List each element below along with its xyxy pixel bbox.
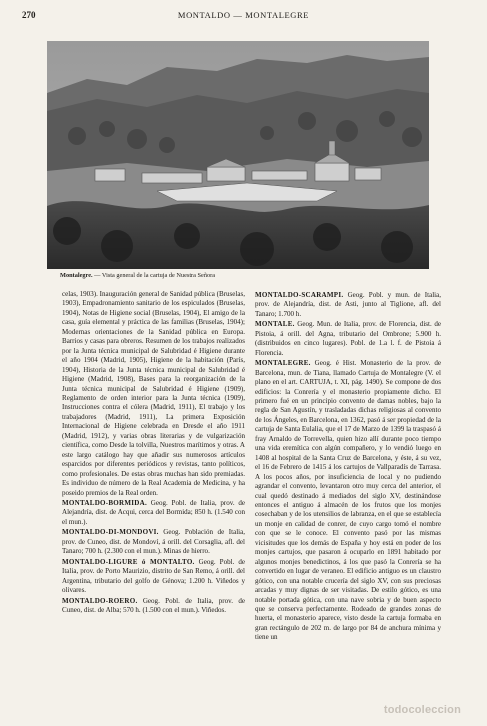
entry-montale — [255, 320, 441, 358]
caption-place: Montalegre. — [60, 272, 93, 279]
figure-caption — [60, 272, 420, 279]
entry-montalegre — [255, 359, 441, 643]
running-head: MONTALDO — MONTALEGRE — [177, 10, 310, 20]
right-column — [255, 290, 441, 643]
monastery-photo — [47, 41, 429, 269]
caption-text: — Vista general de la cartuja de Nuestra Señora — [92, 272, 216, 279]
entry-headword: MONTALDO-LIGURE ó MONTALTO. — [62, 557, 195, 566]
entry-text: Geog. Mun. de Italia, prov. de Florencia, dist. de Pistoia, á orill. del Agna, tributario del Ombrone; 5.900 h. (distribuidos en cinco lugares). Pobl. de 1.a l. f. de Pistoia á Florencia. — [255, 320, 441, 357]
entry-headword: MONTALDO-DI-MONDOVI. — [62, 528, 159, 537]
watermark-text: todocoleccion — [383, 704, 461, 716]
left-column — [62, 290, 245, 615]
entry-text: Geog. Población de Italia, prov. de Cuneo, dist. de Mondoví, á orill. del Corsaglia, afl. del Tanaro; 700 h. (2.300 con el mun.). Minas de hierro. — [62, 528, 245, 556]
entry-text: Geog. Pobl. de Italia, prov. de Cuneo, dist. de Alba; 570 h. (1.500 con el mun.). Viñedos. — [62, 596, 245, 614]
entry-headword: MONTALEGRE. — [255, 359, 311, 368]
entry-montaldo-ligure — [62, 558, 245, 596]
entry-montaldo-di-mondovi — [62, 528, 245, 556]
entry-headword: MONTALDO-SCARAMPI. — [255, 291, 344, 299]
entry-text: Geog. Pobl. de Italia, prov. de Porto Maurizio, distrito de San Remo, á orill. del Argentina, tributario del golfo de Génova; 1.200 h. Viñedos y olivares. — [62, 557, 246, 595]
entry-text: Geog. é Hist. Monasterio de la prov. de Barcelona, mun. de Tiana, llamado Cartuja de Montalegre (V. el plano en el art. CARTUJA, t. XI, pág. 1490). Se compone de dos edificios: la Conrería y el monasterio propiamente dicho. El primero fué en un principio convento de damas nobles, bajo la regla de San Agustín, y trasladadas dichas religiosas al convento de los Ángeles, en Barcelona, en 1362, pasó á ser propiedad de la cartuja de Santa Eulalia, que el 17 de Marzo de 1399 la traspasó á fray Arnaldo de Torrevella, quien hizo allí durante poco tiempo una vida eremítica con algún compañero, y lo vendió luego en 1408 al hospital de la Santa Cruz de Barcelona, y éste, á su vez, el 16 de Febrero de 1415 á los cartujos de Vallparadís de Tarrasa. A los pocos años, por insuficiencia de local y no pudiendo agrandar el convento, levantaron otro muy cerca del anterior, el cual quedó destinado á mediados del siglo XV, destinándose entonces el antiguo á almacén de los frutos que los monjes cosechaban y de los utensilios de labranza, en el que se establecía un monje en calidad de conrer, de cuyo cargo tomó el nombre con que se le conoce. El convento pasó por las mismas vicisitudes que los demás de España y hoy está en poder de los monjes cartujos, que pasaron á ocuparlo en 1891 habitado por algunos monjes benedictinos, á los que pasó la Conrería se ha convertido en lugar de veraneo. El edificio antiguo es un claustro gótico, con una notable crucería del siglo XV, con sus preciosas arcadas y muy dignas de ser visitadas. De estilo gótico, es una notable portada gótica, con una nave sobria y de buen aspecto que se conserva perfectamente. Rodeado de grandes zonas de huerta, el monasterio aparece, visto desde la cartuja formaba en gran rectángulo de 202 m. de largo por 84 de anchura mínima y tiene un — [255, 359, 441, 642]
entry-montaldo-roero — [62, 597, 245, 616]
page-number: 270 — [22, 10, 36, 20]
entry-montaldo-bormida — [62, 499, 245, 527]
entry-montaldo-scarampi — [255, 291, 441, 319]
entry-headword: MONTALDO-BORMIDA. — [62, 498, 147, 507]
entry-text: Geog. Pobl. de Italia, prov. de Alejandría, dist. de Acqui, cerca del Bormida; 850 h. (1.540 con el mun.). — [62, 498, 246, 526]
continuation-text: celas, 1903). Inauguración general de Sanidad pública (Bruselas, 1903), Empadronamiento sanitario de los espiculados (Bruselas, 1904), Notas de Higiene social (Bruselas, 1904), El amigo de la casa, guía elemental y práctica de las familias (Bruselas, 1904); Modernas orientaciones de la Sanidad pública en Europa. Barrios y casas para obreros. Resumen de los trabajos realizados por la Junta técnica municipal de Salubridad é Higiene durante el año 1904 (Madrid, 1905), Higiene de la habitación (París, 1904), Historia de la Junta técnica municipal de Salubridad é Higiene (Madrid, 1908), Bases para la reorganización de la Junta técnica municipal de Salubridad é Higiene (1909), Reglamento de orden interior para la Junta técnica (1909), Instrucciones contra el cólera (Madrid, 1911), El trabajo y los trabajadores (Madrid, 1911), La primera Exposición Internacional de Higiene celebrada en Dresde el año 1911 (Madrid, 1912), y varias obras literarias y de vulgarización científica, como Desde la tolvilla, Nuestros marítimos y otras. A este largo catálogo hay que añadir sus numerosos artículos esparcidos por diferentes periódicos y revistas, tanto políticos, como profesionales. De estas obras muchas han sido premiadas. Es individuo de número de la Real Academia de Medicina, y ha poseido premios de la Real orden. — [62, 290, 245, 497]
entry-text: Geog. Pobl. y mun. de Italia, prov. de Alejandría, dist. de Asti, junto al Tiglione, afl. del Tanaro; 1.700 h. — [255, 291, 441, 318]
entry-headword: MONTALE. — [255, 320, 295, 329]
entry-headword: MONTALDO-ROERO. — [62, 596, 138, 605]
